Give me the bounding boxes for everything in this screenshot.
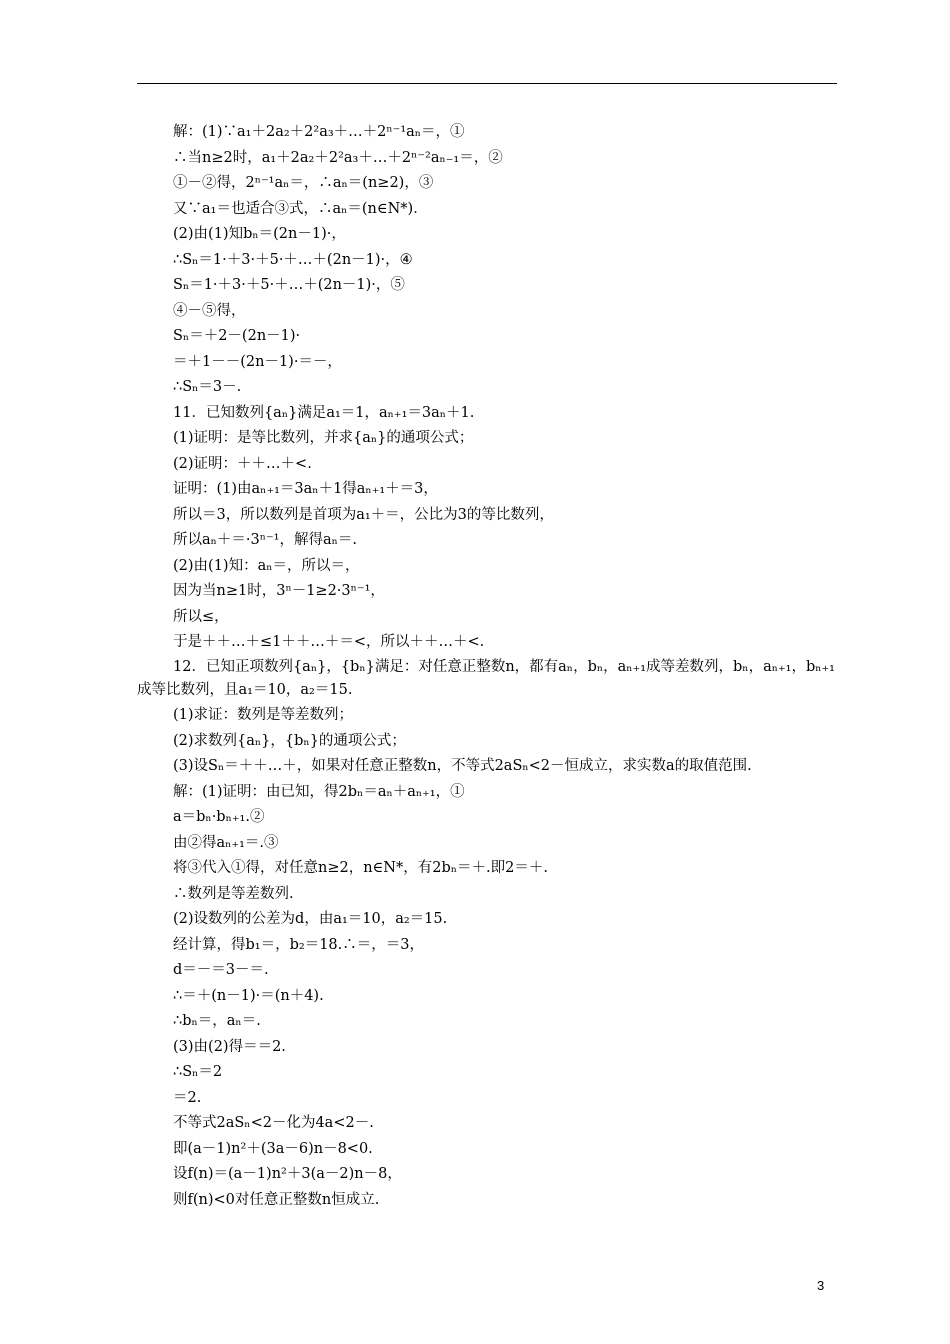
text-line: 12．已知正项数列{aₙ}，{bₙ}满足：对任意正整数n，都有aₙ，bₙ，aₙ₊₁成等差数列，bₙ，aₙ₊₁，bₙ₊₁ (173, 658, 835, 675)
page-number: 3 (817, 1278, 825, 1293)
text-line: (3)由(2)得＝＝2. (173, 1038, 286, 1055)
text-line: 因为当n≥1时，3ⁿ－1≥2·3ⁿ⁻¹， (173, 583, 385, 599)
text-line: (2)由(1)知：aₙ＝，所以＝， (173, 557, 360, 574)
text-line: ④－⑤得， (173, 302, 246, 319)
text-line: (1)求证：数列是等差数列； (173, 707, 354, 723)
text-line: 11．已知数列{aₙ}满足a₁＝1，aₙ₊₁＝3aₙ＋1. (173, 404, 475, 421)
text-line: 则f(n)<0对任意正整数n恒成立. (173, 1191, 380, 1208)
text-line: Sₙ＝1·＋3·＋5·＋…＋(2n－1)·，⑤ (173, 277, 405, 293)
text-line: 设f(n)＝(a－1)n²＋3(a－2)n－8， (173, 1166, 402, 1182)
page-body (137, 120, 842, 1213)
text-line: 所以＝3，所以数列是首项为a₁＋＝，公比为3的等比数列， (173, 506, 554, 523)
text-line: 又∵a₁＝也适合③式，∴aₙ＝(n∈N*)． (173, 200, 428, 217)
text-line: ①－②得，2ⁿ⁻¹aₙ＝，∴aₙ＝(n≥2)，③ (173, 175, 434, 191)
text-line: 将③代入①得，对任意n≥2，n∈N*，有2bₙ＝＋.即2＝＋. (173, 860, 548, 876)
text-line: ∴当n≥2时，a₁＋2a₂＋2²a₃＋…＋2ⁿ⁻²aₙ₋₁＝，② (173, 149, 503, 166)
text-line: (1)证明：是等比数列，并求{aₙ}的通项公式； (173, 430, 474, 446)
text-line: ＝＋1－－(2n－1)·＝－， (173, 353, 342, 370)
text-line: a＝bₙ·bₙ₊₁.② (173, 809, 265, 825)
text-line: 成等比数列，且a₁＝10，a₂＝15. (137, 681, 353, 698)
text-line: 经计算，得b₁＝，b₂＝18.∴＝，＝3， (173, 936, 424, 953)
text-line: 于是＋＋…＋≤1＋＋…＋＝<，所以＋＋…＋<. (173, 634, 485, 650)
header-rule (137, 83, 837, 84)
text-line: (3)设Sₙ＝＋＋…＋，如果对任意正整数n，不等式2aSₙ<2－恒成立，求实数a的取值范围. (173, 758, 752, 774)
text-line: ∴数列是等差数列. (173, 885, 294, 902)
text-line: ∴Sₙ＝3－. (173, 379, 242, 395)
text-line: (2)求数列{aₙ}，{bₙ}的通项公式； (173, 732, 406, 749)
text-line: 解：(1)∵a₁＋2a₂＋2²a₃＋…＋2ⁿ⁻¹aₙ＝，① (173, 124, 465, 140)
text-line: ∴Sₙ＝2 (173, 1064, 223, 1080)
text-line: 由②得aₙ₊₁＝.③ (173, 834, 279, 851)
text-line: ∴＝＋(n－1)·＝(n＋4). (173, 987, 324, 1004)
text-line: 证明：(1)由aₙ₊₁＝3aₙ＋1得aₙ₊₁＋＝3， (173, 481, 438, 497)
text-line: ∴bₙ＝，aₙ＝. (173, 1013, 261, 1029)
text-line: 即(a－1)n²＋(3a－6)n－8<0. (173, 1140, 373, 1157)
text-line: ＝2. (173, 1089, 202, 1106)
text-line: (2)由(1)知bₙ＝(2n－1)·， (173, 226, 346, 242)
text-line: (2)证明：＋＋…＋<. (173, 455, 312, 472)
text-line: (2)设数列的公差为d，由a₁＝10，a₂＝15. (173, 911, 448, 927)
text-line: 解：(1)证明：由已知，得2bₙ＝aₙ＋aₙ₊₁，① (173, 783, 465, 800)
text-line: ∴Sₙ＝1·＋3·＋5·＋…＋(2n－1)·，④ (173, 251, 413, 268)
text-line: 不等式2aSₙ<2－化为4a<2－. (173, 1115, 374, 1131)
text-line: 所以≤， (173, 608, 229, 625)
text-line: d＝－＝3－＝. (173, 962, 269, 978)
text-line: Sₙ＝＋2－(2n－1)· (173, 328, 301, 344)
text-line: 所以aₙ＋＝·3ⁿ⁻¹，解得aₙ＝. (173, 532, 358, 548)
